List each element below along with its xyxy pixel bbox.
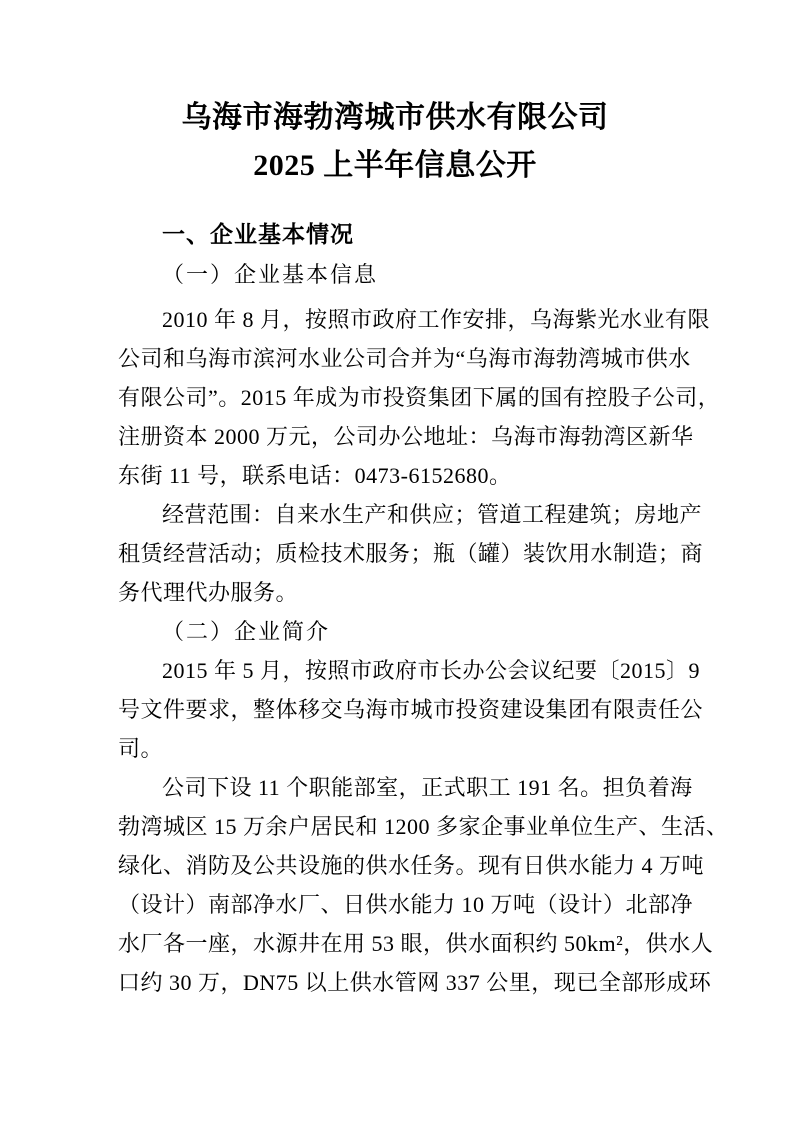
paragraph-line: 勃湾城区 15 万余户居民和 1200 多家企事业单位生产、生活、 — [118, 814, 729, 839]
paragraph-line: 注册资本 2000 万元，公司办公地址：乌海市海勃湾区新华 — [118, 424, 694, 449]
paragraph-line: 2015 年 5 月，按照市政府市长办公会议纪要〔2015〕9 — [162, 658, 701, 683]
document-content — [118, 94, 729, 1002]
subsection-heading-1: （一）企业基本信息 — [162, 262, 379, 287]
paragraph-line: 经营范围：自来水生产和供应；管道工程建筑；房地产 — [162, 502, 703, 527]
paragraph-line: 公司下设 11 个职能部室，正式职工 191 名。担负着海 — [162, 775, 693, 800]
paragraph-line: 水厂各一座，水源井在用 53 眼，供水面积约 50km²，供水人 — [118, 931, 714, 956]
document-title-line-2: 2025 上半年信息公开 — [253, 149, 537, 182]
document-body — [118, 300, 729, 1002]
paragraph-line: 租赁经营活动；质检技术服务；瓶（罐）装饮用水制造；商 — [118, 541, 704, 566]
paragraph-line: 东街 11 号，联系电话：0473-6152680。 — [118, 463, 512, 488]
paragraph-line: 绿化、消防及公共设施的供水任务。现有日供水能力 4 万吨 — [118, 853, 705, 878]
paragraph-company-operations — [118, 768, 729, 1002]
subsection-heading-2: （二）企业简介 — [162, 619, 331, 644]
paragraph-line: 务代理代办服务。 — [118, 580, 299, 605]
paragraph-line: 2010 年 8 月，按照市政府工作安排，乌海紫光水业有限 — [162, 307, 711, 332]
paragraph-line: 司。 — [118, 736, 164, 761]
section-heading-1: 一、企业基本情况 — [162, 221, 354, 247]
paragraph-company-basic-info — [118, 300, 721, 495]
paragraph-line: 有限公司”。2015 年成为市投资集团下属的国有控股子公司， — [118, 385, 721, 410]
paragraph-line: （设计）南部净水厂、日供水能力 10 万吨（设计）北部净 — [118, 892, 694, 917]
paragraph-line: 口约 30 万，DN75 以上供水管网 337 公里，现已全部形成环 — [118, 970, 712, 995]
paragraph-line: 公司和乌海市滨河水业公司合并为“乌海市海勃湾城市供水 — [118, 346, 691, 371]
paragraph-business-scope — [118, 495, 704, 612]
paragraph-company-profile — [118, 651, 704, 768]
paragraph-line: 号文件要求，整体移交乌海市城市投资建设集团有限责任公 — [118, 697, 704, 722]
document-title — [118, 94, 672, 190]
document-title-line-1: 乌海市海勃湾城市供水有限公司 — [181, 101, 609, 134]
